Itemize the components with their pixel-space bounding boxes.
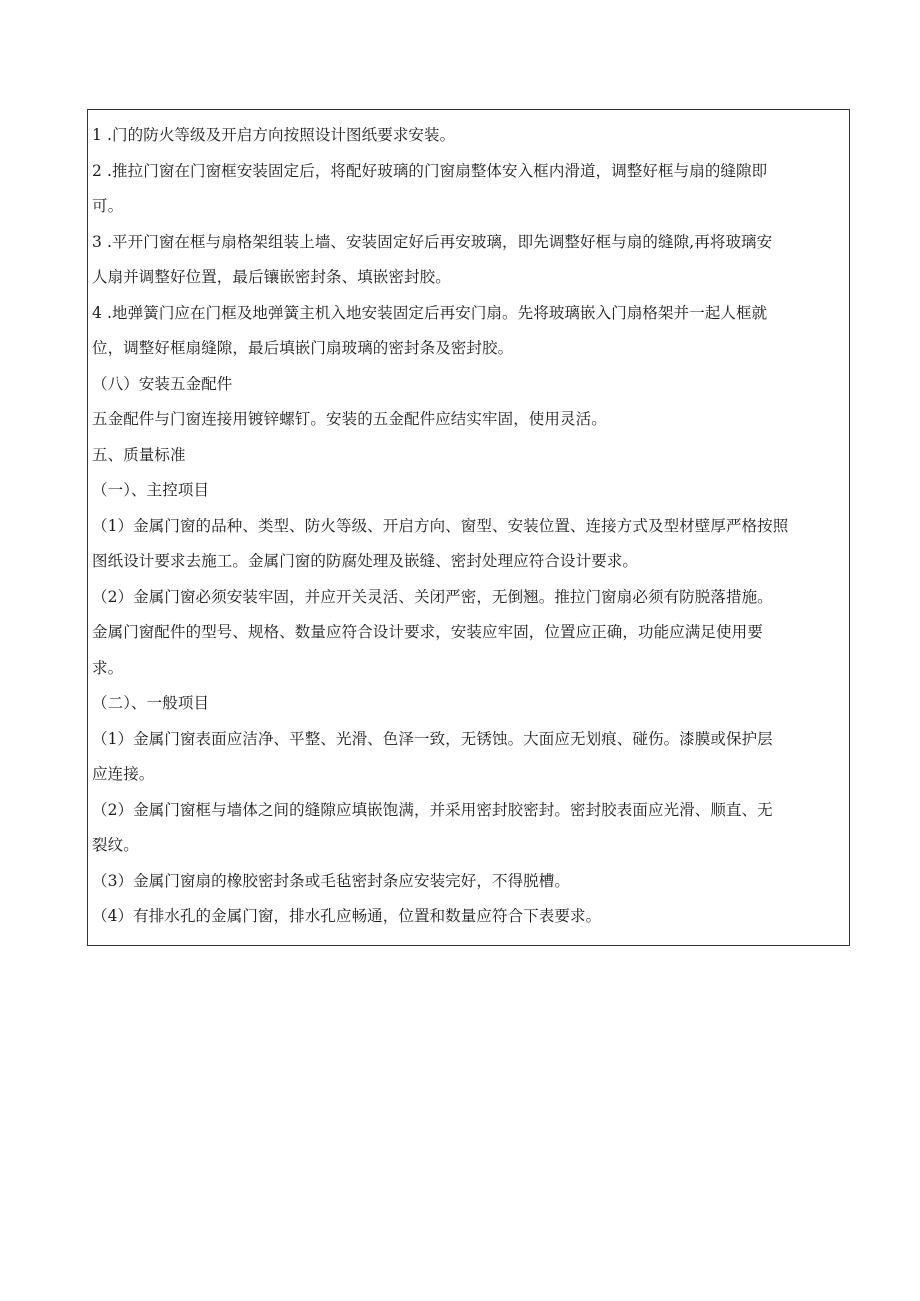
text-line: （4）有排水孔的金属门窗，排水孔应畅通，位置和数量应符合下表要求。 — [92, 907, 602, 925]
paragraph-door-fire-rating — [92, 118, 845, 154]
paragraph-casement-door — [92, 225, 845, 296]
subsection-heading-general — [92, 686, 845, 722]
paragraph-general-2 — [92, 793, 845, 864]
paragraph-sliding-door — [92, 154, 845, 225]
text-line: 4 .地弹簧门应在门框及地弹簧主机入地安装固定后再安门扇。先将玻璃嵌入门扇格架并一起人框就 — [92, 303, 768, 322]
text-line: （2）金属门窗必须安装牢固，并应开关灵活、关闭严密，无倒翘。推拉门窗扇必须有防脱落措施。 — [92, 587, 773, 606]
paragraph-floor-spring-door — [92, 296, 845, 367]
paragraph-main-control-2 — [92, 580, 845, 687]
text-line: （1）金属门窗表面应洁净、平整、光滑、色泽一致，无锈蚀。大面应无划痕、碰伤。漆膜或保护层 — [92, 729, 773, 748]
text-line: 人扇并调整好位置，最后镶嵌密封条、填嵌密封胶。 — [92, 268, 451, 286]
paragraph-general-3 — [92, 864, 845, 900]
section-heading-hardware — [92, 367, 845, 403]
text-line: （1）金属门窗的品种、类型、防火等级、开启方向、窗型、安装位置、连接方式及型材壁厚严格按照 — [92, 516, 789, 535]
text-line: 求。 — [92, 658, 124, 677]
paragraph-main-control-1 — [92, 509, 845, 580]
text-line: （八）安装五金配件 — [92, 374, 233, 393]
text-line: （一）、主控项目 — [92, 481, 210, 499]
text-line: （3）金属门窗扇的橡胶密封条或毛毡密封条应安装完好，不得脱槽。 — [92, 871, 570, 890]
text-line: 2 .推拉门窗在门窗框安装固定后，将配好玻璃的门窗扇整体安入框内滑道，调整好框与扇的缝隙即 — [92, 161, 768, 180]
text-line: 3 .平开门窗在框与扇格架组装上墙、安装固定好后再安玻璃，即先调整好框与扇的缝隙,再将玻璃安 — [92, 232, 773, 251]
text-line: 图纸设计要求去施工。金属门窗的防腐处理及嵌缝、密封处理应符合设计要求。 — [92, 552, 639, 570]
text-line: （2）金属门窗框与墙体之间的缝隙应填嵌饱满，并采用密封胶密封。密封胶表面应光滑、顺直、无 — [92, 800, 773, 819]
subsection-heading-main-control — [92, 473, 845, 509]
text-line: （二）、一般项目 — [92, 694, 210, 712]
section-heading-quality-standard — [92, 438, 845, 474]
paragraph-general-4 — [92, 899, 845, 935]
text-line: 金属门窗配件的型号、规格、数量应符合设计要求，安装应牢固，位置应正确，功能应满足使用要 — [92, 623, 763, 641]
text-line: 裂纹。 — [92, 836, 139, 854]
text-line: 1 .门的防火等级及开启方向按照设计图纸要求安装。 — [92, 126, 456, 144]
text-line: 应连接。 — [92, 765, 155, 783]
text-line: 五金配件与门窗连接用镀锌螺钉。安装的五金配件应结实牢固，使用灵活。 — [92, 410, 607, 428]
text-line: 可。 — [92, 197, 124, 215]
text-line: 位，调整好框扇缝隙，最后填嵌门扇玻璃的密封条及密封胶。 — [92, 339, 514, 357]
paragraph-general-1 — [92, 722, 845, 793]
text-line: 五、质量标准 — [92, 445, 186, 464]
document-table-cell — [87, 109, 850, 946]
paragraph-hardware — [92, 402, 845, 438]
